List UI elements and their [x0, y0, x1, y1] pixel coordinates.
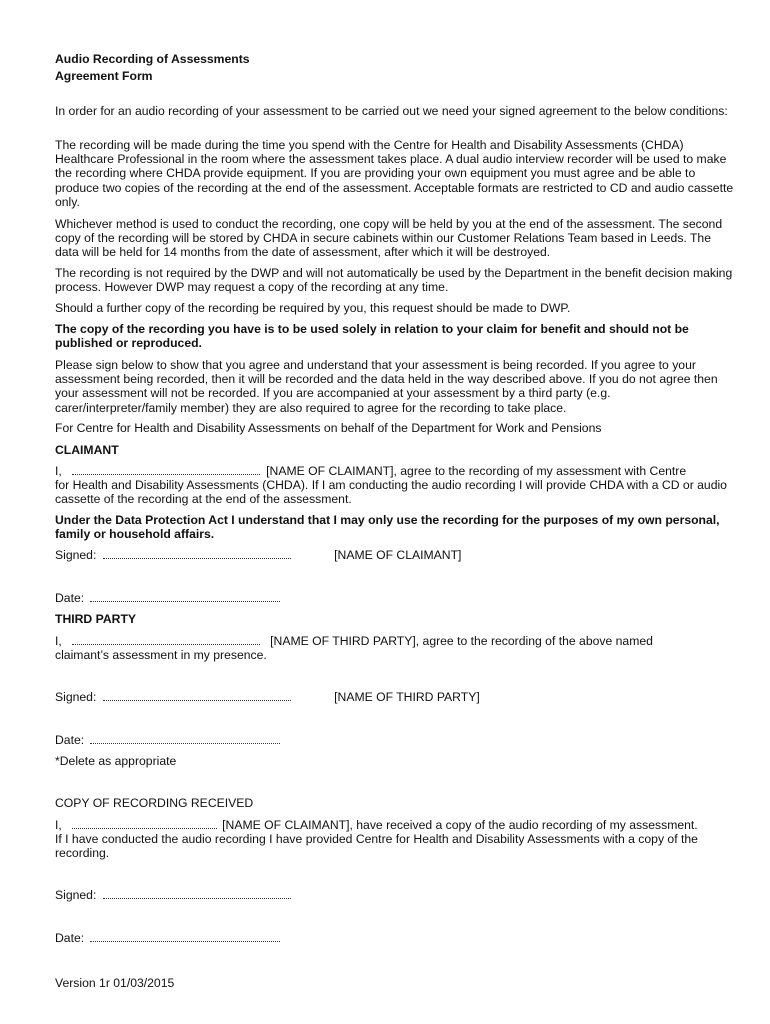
- third-party-date-line[interactable]: [90, 733, 280, 744]
- further-copy-paragraph: Should a further copy of the recording be required by you, this request should be made to DWP.: [55, 301, 571, 315]
- claimant-signed-row: [55, 548, 461, 562]
- third-party-date-label: Date:: [55, 733, 85, 747]
- behalf-paragraph: For Centre for Health and Disability Assessments on behalf of the Department for Work and Pensions: [55, 421, 602, 435]
- copy-received-date-line[interactable]: [90, 931, 280, 942]
- form-subtitle: Agreement Form: [55, 69, 153, 83]
- storage-paragraph: Whichever method is used to conduct the recording, one copy will be held by you at the end of the assessment. The second copy of the recording will be stored by CHDA in secure cabinets within our Customer Relations Team based in Leeds. The data will be held for 14 months from the date of assessment, after which it will be destroyed.: [55, 217, 723, 260]
- copy-received-statement-row: [55, 818, 698, 832]
- intro-paragraph: In order for an audio recording of your assessment to be carried out we need your signed agreement to the below conditions:: [55, 104, 728, 118]
- copy-received-heading: COPY OF RECORDING RECEIVED: [55, 796, 254, 810]
- third-party-signed-row: [55, 690, 480, 704]
- third-party-statement-continued: claimant’s assessment in my presence.: [55, 648, 267, 662]
- copy-received-signed-label: Signed:: [55, 888, 97, 902]
- form-title: Audio Recording of Assessments: [55, 52, 250, 66]
- claimant-statement-row: [55, 464, 686, 478]
- claimant-signed-label: Signed:: [55, 548, 97, 562]
- third-party-name-placeholder: [NAME OF THIRD PARTY]: [270, 634, 416, 648]
- claimant-name-placeholder: [NAME OF CLAIMANT]: [266, 464, 394, 478]
- copy-received-statement-continued: If I have conducted the audio recording I have provided Centre for Health and Disability Assessments with a copy of the recording.: [55, 832, 698, 861]
- copy-received-name-line[interactable]: [72, 818, 217, 829]
- claimant-statement-text: , agree to the recording of my assessment with Centre: [393, 464, 687, 478]
- claimant-name-line[interactable]: [72, 464, 260, 475]
- recording-paragraph: The recording will be made during the time you spend with the Centre for Health and Disability Assessments (CHDA) Healthcare Professional in the room where the assessment takes place. A dual audio interview recorder will be used to make the recording where CHDA provide equipment. If you are providing your own equipment you must agree and be able to produce two copies of the recording at the end of the assessment. Acceptable formats are restricted to CD and audio cassette only.: [55, 138, 734, 209]
- copy-received-date-label: Date:: [55, 931, 85, 945]
- third-party-signed-label: Signed:: [55, 690, 97, 704]
- claimant-statement-continued: for Health and Disability Assessments (CHDA). If I am conducting the audio recording I will provide CHDA with a CD or audio cassette of the recording at the end of the assessment.: [55, 478, 727, 507]
- data-protection-paragraph: Under the Data Protection Act I understand that I may only use the recording for the purposes of my own personal, family or household affairs.: [55, 513, 720, 542]
- third-party-signature-line[interactable]: [103, 690, 291, 701]
- claimant-date-label: Date:: [55, 591, 85, 605]
- third-party-statement-row: [55, 634, 653, 648]
- copy-received-statement-text: , have received a copy of the audio recording of my assessment.: [349, 818, 698, 832]
- third-party-date-row: [55, 733, 280, 747]
- copy-received-signed-row: [55, 888, 291, 902]
- third-party-signed-name: [NAME OF THIRD PARTY]: [334, 690, 480, 704]
- dwp-paragraph: The recording is not required by the DWP and will not automatically be used by the Department in the benefit decision making process. However DWP may request a copy of the recording at any time.: [55, 266, 733, 295]
- claimant-signed-name: [NAME OF CLAIMANT]: [334, 548, 462, 562]
- copy-received-name-placeholder: [NAME OF CLAIMANT]: [222, 818, 350, 832]
- sign-instructions-paragraph: Please sign below to show that you agree and understand that your assessment is being recorded. If you agree to your assessment being recorded, then it will be recorded and the data held in the way described above. If you do not agree then your assessment will not be recorded. If you are accompanied at your assessment by a third party (e.g. carer/interpreter/family member) they are also required to agree for the recording to take place.: [55, 358, 718, 415]
- third-party-heading: THIRD PARTY: [55, 612, 137, 626]
- third-party-i-label: I,: [55, 634, 62, 648]
- copy-received-signature-line[interactable]: [103, 888, 291, 899]
- claimant-date-line[interactable]: [90, 591, 280, 602]
- claimant-heading: CLAIMANT: [55, 443, 119, 457]
- third-party-name-line[interactable]: [72, 634, 260, 645]
- third-party-statement-text: , agree to the recording of the above named: [415, 634, 653, 648]
- claimant-i-label: I,: [55, 464, 62, 478]
- usage-restriction-paragraph: The copy of the recording you have is to be used solely in relation to your claim for benefit and should not be published or reproduced.: [55, 322, 689, 351]
- claimant-date-row: [55, 591, 280, 605]
- version-footer: Version 1r 01/03/2015: [55, 976, 175, 990]
- delete-note: *Delete as appropriate: [55, 754, 177, 768]
- copy-received-date-row: [55, 931, 280, 945]
- claimant-signature-line[interactable]: [103, 548, 291, 559]
- copy-received-i-label: I,: [55, 818, 62, 832]
